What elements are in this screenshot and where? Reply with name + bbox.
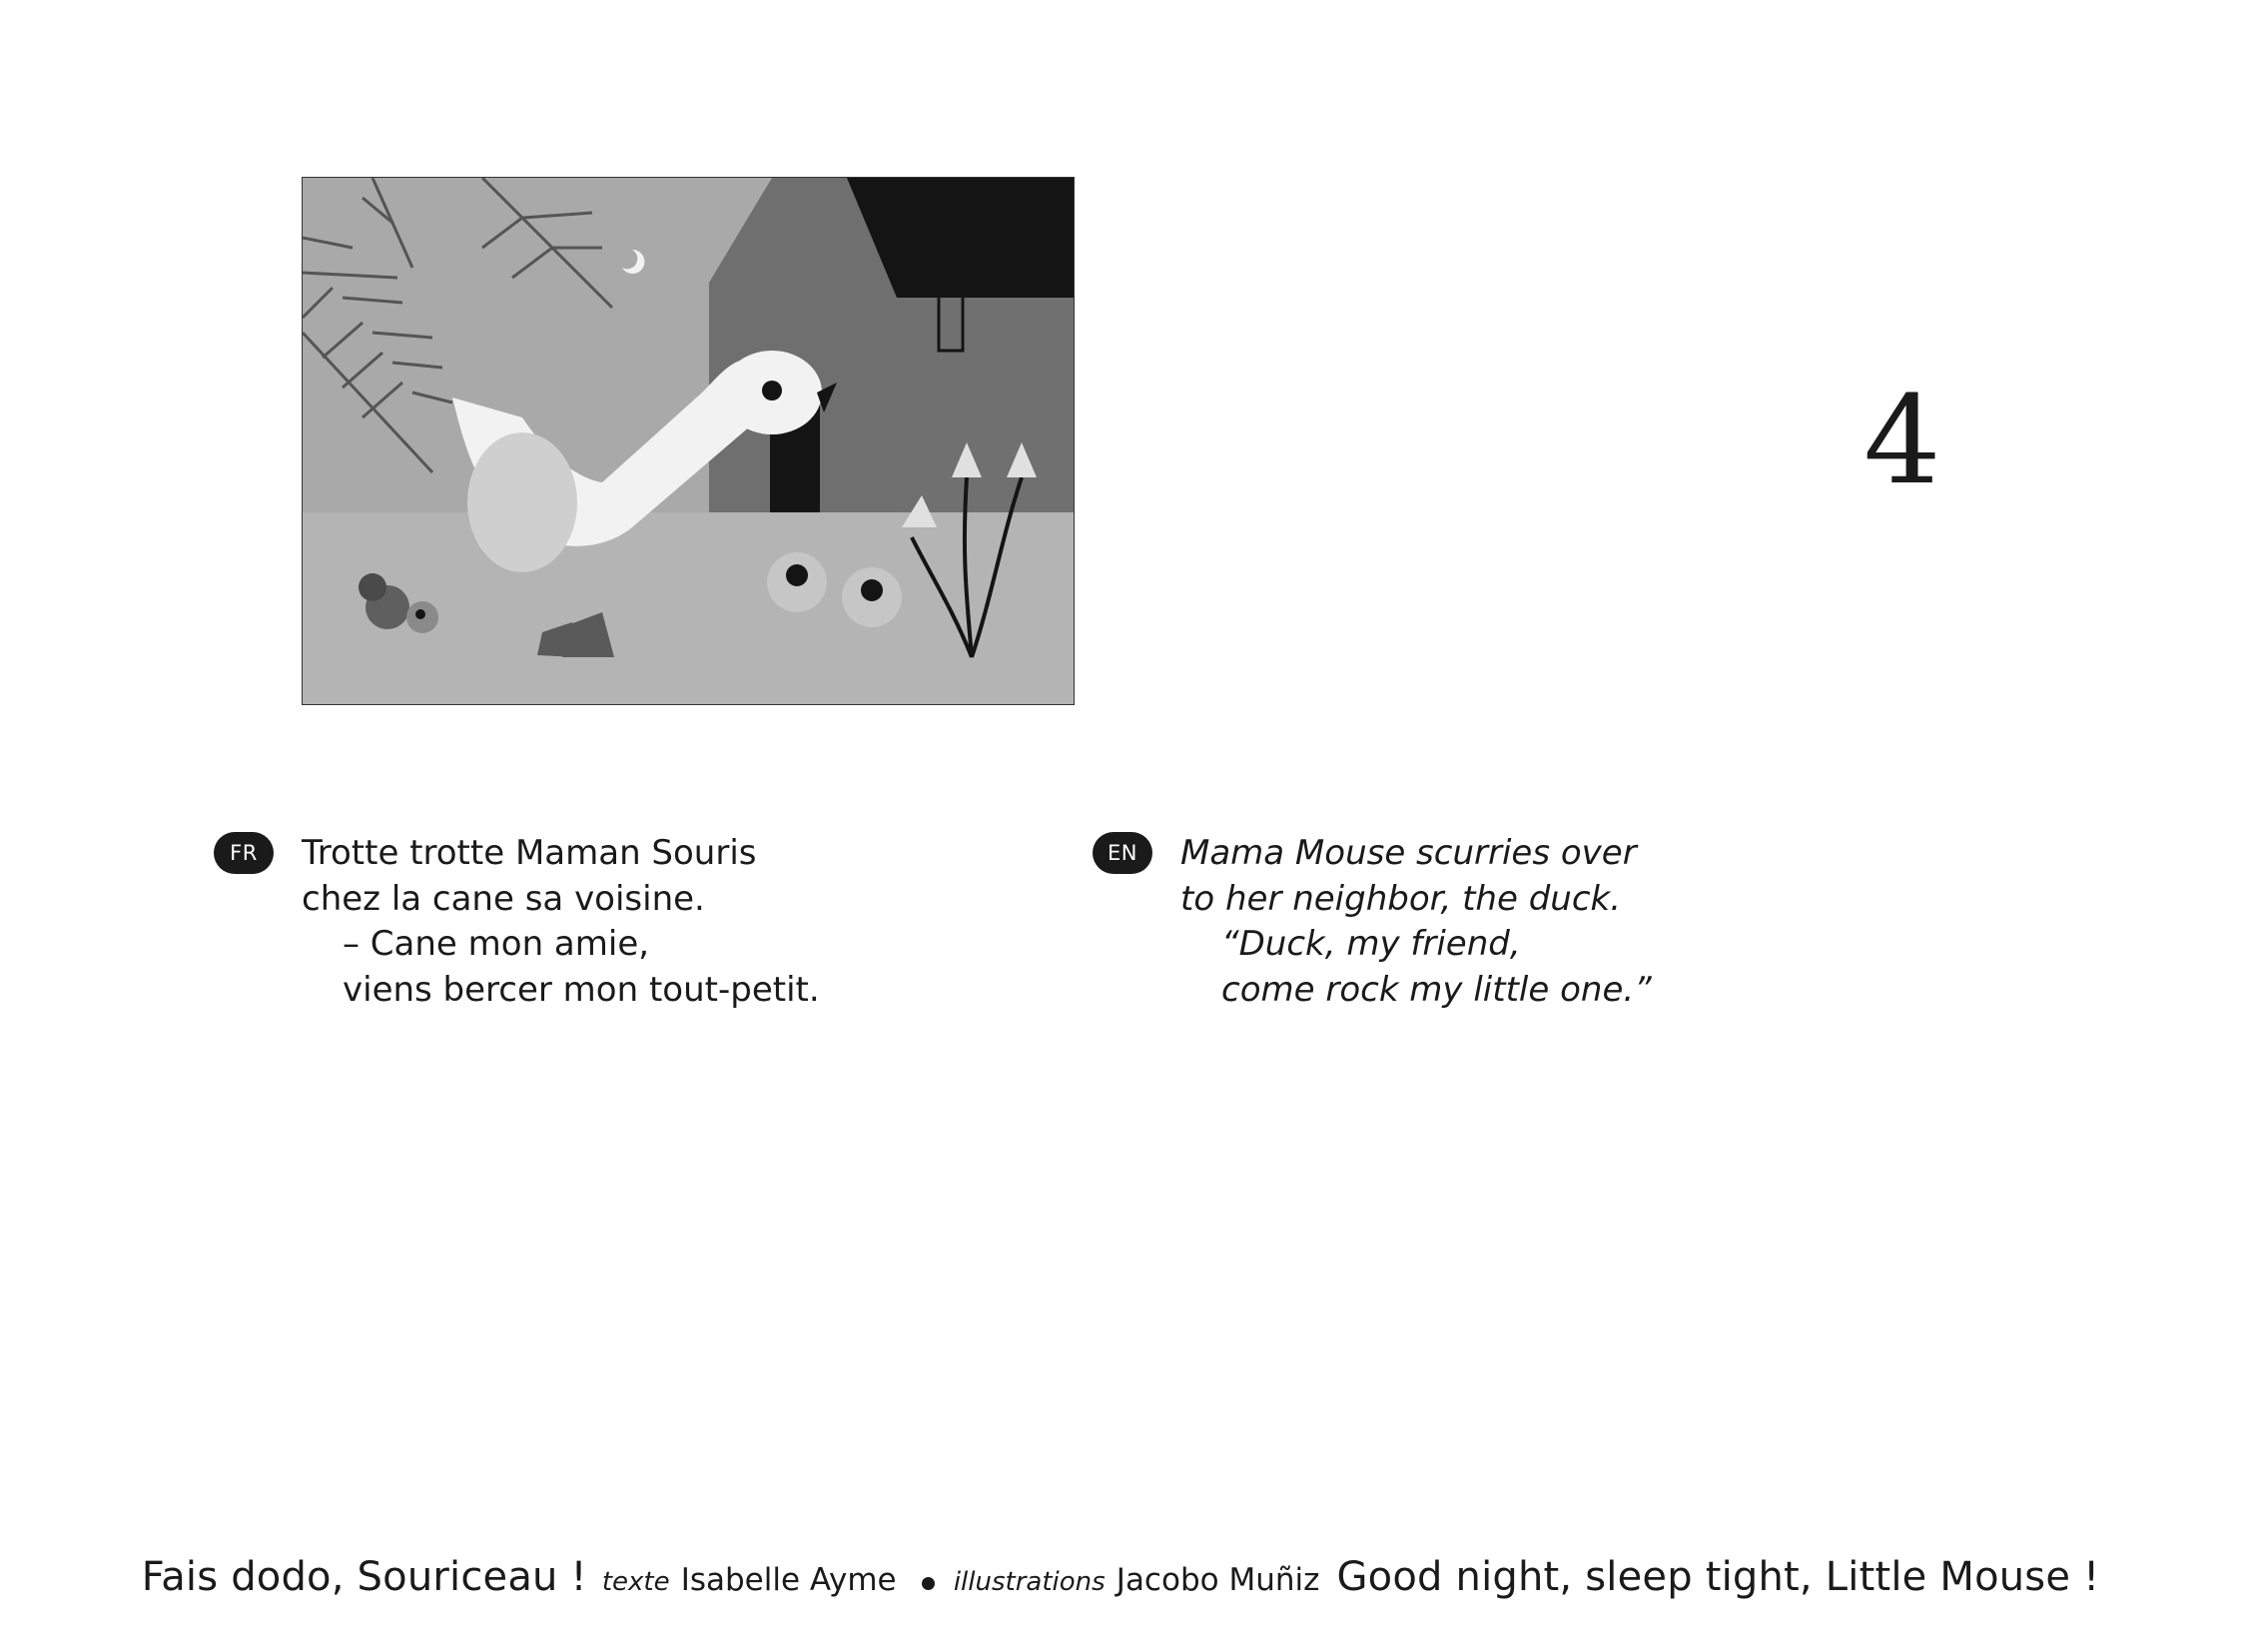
verse-line: “Duck, my friend, <box>1221 924 1521 964</box>
verse-line: to her neighbor, the duck. <box>1180 878 1622 919</box>
language-badge-fr: FR <box>214 832 274 874</box>
bullet-separator <box>922 1577 935 1590</box>
page-number: 4 <box>1864 370 1941 511</box>
illustrations-label: illustrations <box>953 1567 1106 1597</box>
text-label: texte <box>601 1567 670 1597</box>
verse-line: Mama Mouse scurries over <box>1180 833 1637 873</box>
house-wall <box>897 296 1074 512</box>
author-name: Isabelle Ayme <box>680 1562 897 1598</box>
illustration-duck-and-mouse <box>302 177 1075 705</box>
verse-line: viens bercer mon tout-petit. <box>343 969 820 1010</box>
french-verse <box>302 831 820 1013</box>
english-verse <box>1180 831 1652 1013</box>
illustration-artwork <box>303 178 1074 704</box>
verse-line: Trotte trotte Maman Souris <box>302 833 757 873</box>
verse-line: chez la cane sa voisine. <box>302 878 705 919</box>
illustrator-name: Jacobo Muñiz <box>1116 1562 1320 1598</box>
language-badge-en: EN <box>1093 832 1152 874</box>
verse-line: come rock my little one.” <box>1221 969 1652 1010</box>
verse-line: – Cane mon amie, <box>343 924 650 964</box>
book-title-fr: Fais dodo, Souriceau ! <box>141 1554 587 1600</box>
book-title-en: Good night, sleep tight, Little Mouse ! <box>1336 1554 2100 1600</box>
book-footer <box>0 1554 2241 1600</box>
